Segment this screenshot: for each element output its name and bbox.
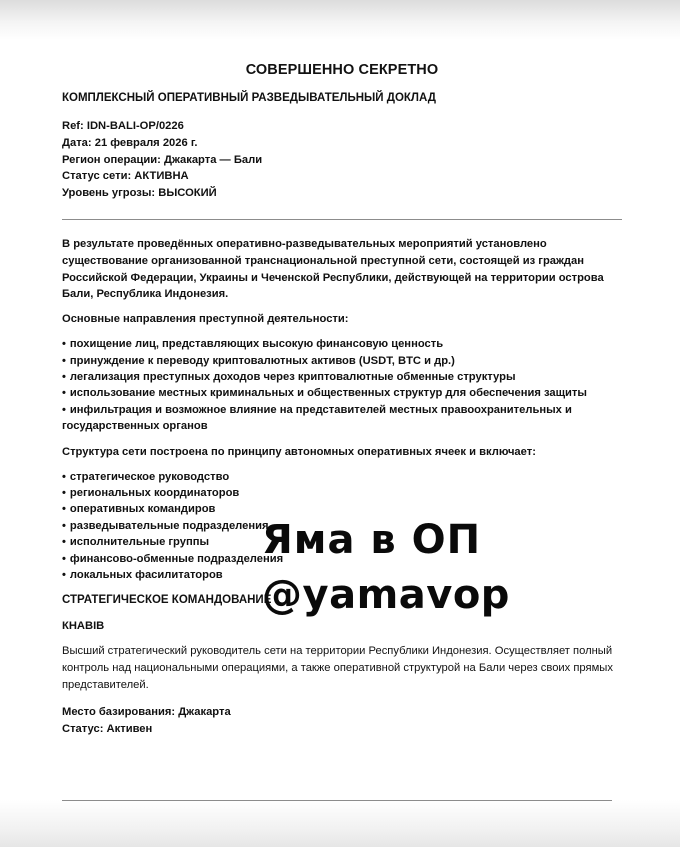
report-meta bbox=[62, 118, 622, 202]
commander-status: Статус: Активен bbox=[62, 722, 153, 735]
bullet: • bbox=[62, 387, 66, 400]
list-item: • похищение лиц, представляющих высокую финансовую ценность bbox=[62, 338, 444, 351]
list-item: • локальных фасилитаторов bbox=[62, 569, 223, 582]
list-item: • исполнительные группы bbox=[62, 536, 210, 549]
activity-heading: Основные направления преступной деятельности: bbox=[62, 313, 349, 326]
bullet: • bbox=[62, 569, 66, 582]
list-item: • региональных координаторов bbox=[62, 487, 240, 500]
bullet: • bbox=[62, 354, 66, 367]
list-item: • оперативных командиров bbox=[62, 503, 216, 516]
bullet: • bbox=[62, 487, 66, 500]
intro-paragraph: В результате проведённых оперативно-разведывательных мероприятий установлено существование организованной транснациональной преступной сети, состоящей из граждан Российской Федерации, Украины и Чеченской Республики, действующей на территории острова Бали, Республика Индонезия. bbox=[62, 237, 604, 301]
list-item: • принуждение к переводу криптовалютных активов (USDT, BTC и др.) bbox=[62, 354, 455, 367]
list-item: • легализация преступных доходов через криптовалютные обменные структуры bbox=[62, 370, 516, 383]
bottom-divider bbox=[62, 800, 612, 801]
bullet: • bbox=[62, 536, 66, 549]
commander-meta bbox=[62, 704, 622, 738]
list-item: • разведывательные подразделения bbox=[62, 519, 269, 532]
document-content bbox=[62, 62, 622, 737]
bullet: • bbox=[62, 470, 66, 483]
watermark-handle: @yamavop bbox=[262, 572, 510, 618]
command-section-title: СТРАТЕГИЧЕСКОЕ КОМАНДОВАНИЕ bbox=[62, 594, 272, 607]
list-item: • использование местных криминальных и общественных структур для обеспечения защиты bbox=[62, 387, 587, 400]
divider bbox=[62, 219, 622, 220]
list-item: • финансово-обменные подразделения bbox=[62, 552, 284, 565]
bullet: • bbox=[62, 519, 66, 532]
meta-threat-level: Уровень угрозы: ВЫСОКИЙ bbox=[62, 187, 217, 200]
watermark-title: Яма в ОП bbox=[262, 517, 482, 563]
classification-title: СОВЕРШЕННО СЕКРЕТНО bbox=[245, 62, 439, 78]
list-item: • стратегическое руководство bbox=[62, 470, 230, 483]
activity-list bbox=[62, 336, 622, 434]
bullet: • bbox=[62, 552, 66, 565]
bullet: • bbox=[62, 370, 66, 383]
list-item: • инфильтрация и возможное влияние на представителей местных правоохранительных и государственных органов bbox=[62, 403, 572, 433]
bullet: • bbox=[62, 403, 66, 416]
commander-description: Высший стратегический руководитель сети на территории Республики Индонезия. Осуществляет полный контроль над национальными операциями, а также оперативной структурой на Бали через своих прямых представителей. bbox=[62, 645, 613, 692]
bullet: • bbox=[62, 503, 66, 516]
meta-date: Дата: 21 февраля 2026 г. bbox=[62, 136, 198, 149]
meta-region: Регион операции: Джакарта — Бали bbox=[62, 153, 263, 166]
commander-location: Место базирования: Джакарта bbox=[62, 705, 231, 718]
report-title: КОМПЛЕКСНЫЙ ОПЕРАТИВНЫЙ РАЗВЕДЫВАТЕЛЬНЫЙ ДОКЛАД bbox=[62, 92, 436, 104]
structure-heading: Структура сети построена по принципу автономных оперативных ячеек и включает: bbox=[62, 445, 536, 458]
bullet: • bbox=[62, 338, 66, 351]
commander-name: КНАВІВ bbox=[62, 620, 105, 633]
meta-network-status: Статус сети: АКТИВНА bbox=[62, 170, 189, 183]
meta-ref: Ref: IDN-BALI-OP/0226 bbox=[62, 120, 184, 132]
